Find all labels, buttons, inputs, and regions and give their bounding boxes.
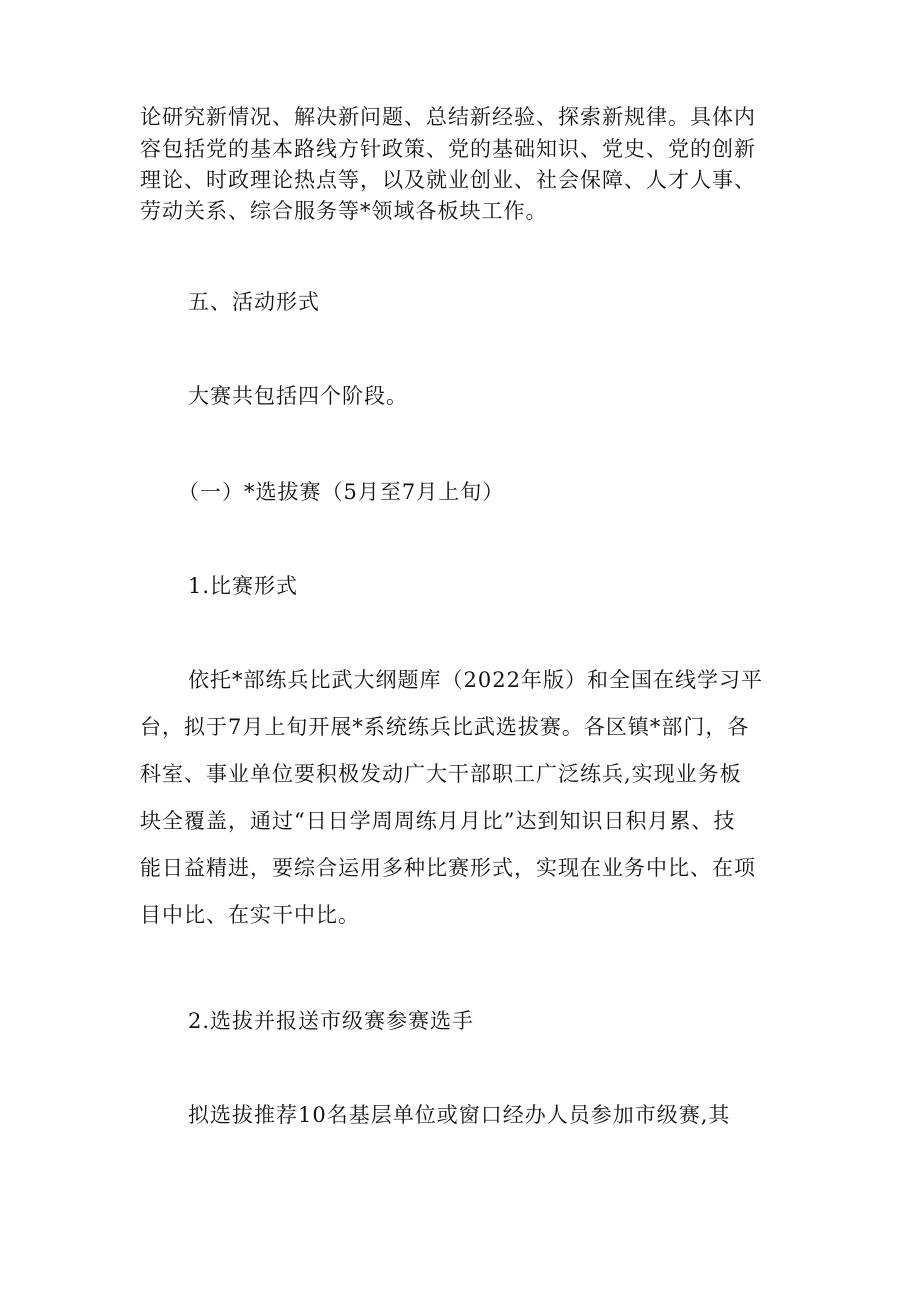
- item-one-line-3: 科室、事业单位要积极发动广大干部职工广泛练兵,实现业务板: [140, 762, 742, 786]
- intro-line-2: 容包括党的基本路线方针政策、党的基础知识、党史、党的创新: [140, 137, 756, 161]
- item-one-line-6: 目中比、在实干中比。: [140, 903, 360, 927]
- item-one-line-5: 能日益精进，要综合运用多种比赛形式，实现在业务中比、在项: [140, 856, 756, 880]
- item-one-heading: 1.比赛形式: [188, 574, 299, 598]
- section-five-heading: 五、活动形式: [188, 290, 320, 314]
- item-two-heading: 2.选拔并报送市级赛参赛选手: [188, 1009, 475, 1033]
- intro-line-3: 理论、时政理论热点等，以及就业创业、社会保障、人才人事、: [140, 168, 756, 192]
- item-one-line-2: 台，拟于7月上旬开展*系统练兵比武选拔赛。各区镇*部门，各: [140, 715, 750, 739]
- intro-line-1: 论研究新情况、解决新问题、总结新经验、探索新规律。具体内: [140, 105, 756, 129]
- stage-one-heading: （一）*选拔赛（5月至7月上旬）: [178, 480, 505, 504]
- intro-line-4: 劳动关系、综合服务等*领域各板块工作。: [140, 199, 548, 223]
- item-one-line-4: 块全覆盖，通过“日日学周周练月月比”达到知识日积月累、技: [140, 809, 736, 833]
- item-two-line-1: 拟选拔推荐10名基层单位或窗口经办人员参加市级赛,其: [188, 1103, 731, 1127]
- stages-intro: 大赛共包括四个阶段。: [188, 384, 408, 408]
- item-one-line-1: 依托*部练兵比武大纲题库（2022年版）和全国在线学习平: [188, 668, 763, 692]
